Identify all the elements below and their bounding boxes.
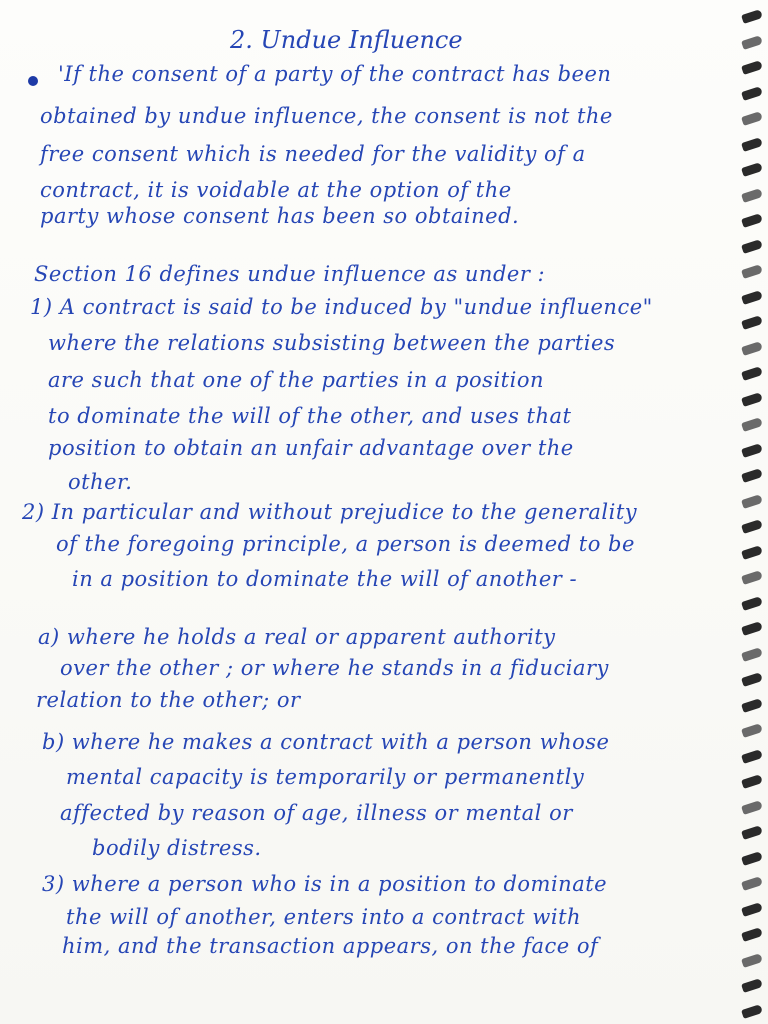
binding-ring (741, 876, 763, 891)
binding-ring (741, 672, 763, 687)
binding-ring (741, 927, 763, 942)
note-line: over the other ; or where he stands in a fiduciary (60, 656, 609, 680)
note-line: the will of another, enters into a contract with (66, 905, 582, 929)
binding-ring (741, 800, 763, 815)
binding-ring (741, 290, 763, 305)
binding-ring (741, 851, 763, 866)
binding-ring (741, 978, 763, 993)
binding-ring (741, 60, 763, 75)
note-line: free consent which is needed for the validity of a (40, 142, 586, 166)
binding-ring (741, 468, 763, 483)
binding-ring (741, 239, 763, 254)
note-line: 'If the consent of a party of the contract has been (58, 62, 612, 86)
binding-ring (741, 621, 763, 636)
note-line: him, and the transaction appears, on the face of (62, 934, 599, 958)
note-line: mental capacity is temporarily or permanently (66, 765, 585, 789)
binding-ring (741, 315, 763, 330)
note-line: Section 16 defines undue influence as under : (34, 262, 546, 286)
binding-ring (741, 953, 763, 968)
binding-ring (741, 596, 763, 611)
binding-ring (741, 366, 763, 381)
note-line: of the foregoing principle, a person is deemed to be (56, 532, 635, 556)
binding-ring (741, 341, 763, 356)
binding-ring (741, 825, 763, 840)
spiral-binding (728, 0, 768, 1024)
note-line: a) where he holds a real or apparent authority (38, 625, 556, 649)
binding-ring (741, 9, 763, 24)
binding-ring (741, 774, 763, 789)
binding-ring (741, 137, 763, 152)
note-line: 1) A contract is said to be induced by "undue influence" (30, 295, 653, 319)
binding-ring (741, 35, 763, 50)
binding-ring (741, 545, 763, 560)
binding-ring (741, 86, 763, 101)
page-title: 2. Undue Influence (230, 26, 463, 54)
binding-ring (741, 162, 763, 177)
note-line: b) where he makes a contract with a person whose (42, 730, 610, 754)
bullet-dot (28, 76, 38, 86)
note-line: 3) where a person who is in a position to dominate (42, 872, 608, 896)
binding-ring (741, 570, 763, 585)
note-line: party whose consent has been so obtained. (40, 204, 520, 228)
binding-ring (741, 494, 763, 509)
binding-ring (741, 443, 763, 458)
binding-ring (741, 264, 763, 279)
binding-ring (741, 188, 763, 203)
note-line: position to obtain an unfair advantage over the (48, 436, 574, 460)
binding-ring (741, 902, 763, 917)
binding-ring (741, 1004, 763, 1019)
note-line: in a position to dominate the will of another - (72, 567, 578, 591)
binding-ring (741, 392, 763, 407)
binding-ring (741, 723, 763, 738)
note-line: obtained by undue influence, the consent is not the (40, 104, 613, 128)
note-line: are such that one of the parties in a position (48, 368, 545, 392)
binding-ring (741, 519, 763, 534)
binding-ring (741, 749, 763, 764)
binding-ring (741, 647, 763, 662)
binding-ring (741, 111, 763, 126)
binding-ring (741, 417, 763, 432)
note-line: affected by reason of age, illness or mental or (60, 801, 573, 825)
note-line: to dominate the will of the other, and uses that (48, 404, 572, 428)
note-line: 2) In particular and without prejudice to the generality (22, 500, 638, 524)
note-line: relation to the other; or (36, 688, 301, 712)
note-line: contract, it is voidable at the option of the (40, 178, 512, 202)
note-line: other. (68, 470, 133, 494)
binding-ring (741, 213, 763, 228)
binding-ring (741, 698, 763, 713)
note-line: bodily distress. (92, 836, 262, 860)
note-line: where the relations subsisting between the parties (48, 331, 616, 355)
